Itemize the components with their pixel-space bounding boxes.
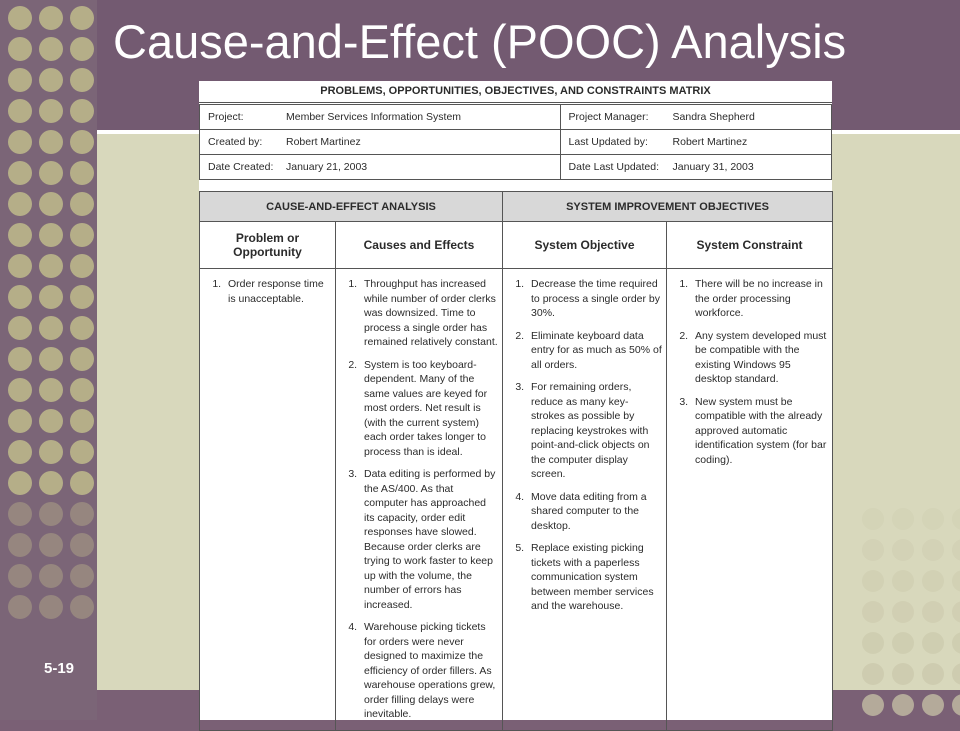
date-updated-value: January 31, 2003	[672, 161, 754, 173]
decorative-dots	[0, 0, 97, 720]
decorative-dot	[8, 316, 32, 340]
decorative-dot	[8, 99, 32, 123]
decorative-dot	[862, 601, 884, 623]
decorative-dot	[952, 539, 960, 561]
constraint-item: 2. Any system developed must be compatible with the existing Windows 95 desktop standard.	[691, 329, 828, 387]
decorative-dot	[892, 508, 914, 530]
decorative-dot	[8, 130, 32, 154]
created-by-cell	[200, 130, 561, 155]
decorative-dot	[70, 316, 94, 340]
constraint-item: 1. There will be no increase in the order processing workforce.	[691, 277, 828, 321]
decorative-dot	[70, 192, 94, 216]
decorative-dot	[39, 595, 63, 619]
manager-value: Sandra Shepherd	[672, 111, 755, 123]
objectives-list	[509, 277, 662, 614]
decorative-dot	[39, 285, 63, 309]
manager-label: Project Manager:	[568, 111, 649, 123]
problem-item: 1. Order response time is unacceptable.	[224, 277, 331, 306]
objective-item: 4. Move data editing from a shared computer to the desktop.	[527, 490, 662, 534]
objectives-section-header: SYSTEM IMPROVEMENT OBJECTIVES	[503, 192, 833, 222]
decorative-dot	[892, 570, 914, 592]
decorative-dot	[39, 130, 63, 154]
decorative-dot	[70, 471, 94, 495]
decorative-dot	[39, 223, 63, 247]
updated-by-cell	[560, 130, 831, 155]
decorative-dot	[862, 539, 884, 561]
decorative-dot	[8, 223, 32, 247]
decorative-dot	[39, 564, 63, 588]
problem-list	[206, 277, 331, 306]
cause-item: 4. Warehouse picking tickets for orders were never designed to maximize the efficiency of order fillers. As warehouse operations grew, order filling delays were inevitable.	[360, 620, 498, 722]
constraint-item: 3. New system must be compatible with the already approved automatic identification system (for bar coding).	[691, 395, 828, 468]
project-cell	[200, 105, 561, 130]
decorative-dot	[39, 409, 63, 433]
decorative-dot	[39, 440, 63, 464]
decorative-dot	[8, 254, 32, 278]
created-by-value: Robert Martinez	[286, 136, 361, 148]
cause-item: 3. Data editing is performed by the AS/400. As that computer has approached its capacity, order edit responses have slowed. Because order clerks are trying to work faster to keep up with the volume, the number of errors has increased.	[360, 467, 498, 612]
decorative-dot	[8, 285, 32, 309]
decorative-dot	[892, 632, 914, 654]
decorative-dot	[70, 254, 94, 278]
decorative-dot	[892, 539, 914, 561]
decorative-dot	[862, 632, 884, 654]
decorative-dot	[39, 161, 63, 185]
constraints-list	[673, 277, 828, 467]
decorative-dot	[70, 533, 94, 557]
decorative-dot	[39, 502, 63, 526]
decorative-dot	[922, 694, 944, 716]
causes-column-header: Causes and Effects	[336, 222, 503, 269]
decorative-dot	[39, 192, 63, 216]
objective-item: 3. For remaining orders, reduce as many key-strokes as possible by replacing keystrokes with point-and-click objects on the computer display screen.	[527, 380, 662, 482]
project-value: Member Services Information System	[286, 111, 462, 123]
slide-number: 5-19	[44, 660, 75, 677]
decorative-dot	[39, 99, 63, 123]
objective-item: 5. Replace existing picking tickets with a paperless communication system between member services and the warehouse.	[527, 541, 662, 614]
decorative-dot	[952, 508, 960, 530]
decorative-dot	[922, 508, 944, 530]
decorative-dot	[70, 440, 94, 464]
updated-by-value: Robert Martinez	[672, 136, 748, 148]
decorative-dot	[70, 130, 94, 154]
decorative-dot	[8, 564, 32, 588]
decorative-dot	[8, 533, 32, 557]
problems-cell	[200, 269, 336, 731]
decorative-dot	[8, 440, 32, 464]
decorative-dot	[8, 68, 32, 92]
problem-column-header: Problem or Opportunity	[200, 222, 336, 269]
decorative-dot	[8, 595, 32, 619]
project-info-table	[199, 104, 832, 180]
decorative-dot	[8, 347, 32, 371]
decorative-dot	[8, 502, 32, 526]
decorative-dot	[8, 192, 32, 216]
date-created-label: Date Created:	[208, 161, 274, 173]
decorative-dot	[862, 663, 884, 685]
decorative-dot	[8, 161, 32, 185]
project-label: Project:	[208, 111, 244, 123]
decorative-dot	[892, 601, 914, 623]
causes-cell	[336, 269, 503, 731]
decorative-dot	[39, 471, 63, 495]
constraints-cell	[667, 269, 833, 731]
decorative-dot	[8, 6, 32, 30]
slide-title: Cause-and-Effect (POOC) Analysis	[113, 15, 847, 68]
decorative-dot	[862, 694, 884, 716]
decorative-dot	[39, 533, 63, 557]
pooc-matrix-document	[199, 81, 832, 720]
decorative-dot	[952, 570, 960, 592]
decorative-dot	[952, 601, 960, 623]
decorative-dot	[8, 378, 32, 402]
decorative-dot	[39, 347, 63, 371]
cause-item: 2. System is too keyboard-dependent. Many of the same values are keyed for most orders. Net result is (with the current system) each order takes longer to process than is ideal.	[360, 358, 498, 460]
decorative-dot	[39, 254, 63, 278]
decorative-dot	[70, 409, 94, 433]
decorative-dot	[39, 6, 63, 30]
decorative-dot	[952, 663, 960, 685]
decorative-dots-right	[860, 500, 960, 720]
objective-column-header: System Objective	[503, 222, 667, 269]
decorative-dot	[70, 564, 94, 588]
decorative-dot	[70, 378, 94, 402]
created-by-label: Created by:	[208, 136, 263, 148]
objectives-cell	[503, 269, 667, 731]
decorative-dot	[39, 37, 63, 61]
decorative-dot	[922, 601, 944, 623]
decorative-dot	[922, 663, 944, 685]
decorative-dot	[70, 161, 94, 185]
decorative-dot	[70, 37, 94, 61]
analysis-table	[199, 191, 833, 731]
date-updated-cell	[560, 155, 831, 180]
decorative-dot	[922, 570, 944, 592]
decorative-dot	[70, 99, 94, 123]
decorative-dot	[862, 508, 884, 530]
decorative-dot	[952, 632, 960, 654]
objective-item: 1. Decrease the time required to process a single order by 30%.	[527, 277, 662, 321]
decorative-dot	[70, 595, 94, 619]
decorative-dot	[8, 37, 32, 61]
updated-by-label: Last Updated by:	[568, 136, 648, 148]
date-created-cell	[200, 155, 561, 180]
decorative-dot	[70, 68, 94, 92]
decorative-dot	[39, 378, 63, 402]
cause-effect-section-header: CAUSE-AND-EFFECT ANALYSIS	[200, 192, 503, 222]
decorative-dot	[892, 663, 914, 685]
decorative-dot	[862, 570, 884, 592]
decorative-dot	[952, 694, 960, 716]
decorative-dot	[922, 539, 944, 561]
decorative-dot	[922, 632, 944, 654]
decorative-dot	[70, 502, 94, 526]
decorative-dot	[8, 471, 32, 495]
manager-cell	[560, 105, 831, 130]
decorative-dot	[39, 68, 63, 92]
date-created-value: January 21, 2003	[286, 161, 368, 173]
decorative-dot	[39, 316, 63, 340]
causes-list	[342, 277, 498, 722]
decorative-dot	[70, 347, 94, 371]
matrix-title: PROBLEMS, OPPORTUNITIES, OBJECTIVES, AND CONSTRAINTS MATRIX	[199, 81, 832, 103]
decorative-dot	[70, 223, 94, 247]
decorative-dot	[70, 285, 94, 309]
decorative-dot	[8, 409, 32, 433]
date-updated-label: Date Last Updated:	[568, 161, 660, 173]
objective-item: 2. Eliminate keyboard data entry for as much as 50% of all orders.	[527, 329, 662, 373]
decorative-dot	[892, 694, 914, 716]
decorative-dot	[70, 6, 94, 30]
cause-item: 1. Throughput has increased while number of order clerks was downsized. Time to process a single order has remained relatively constant.	[360, 277, 498, 350]
constraint-column-header: System Constraint	[667, 222, 833, 269]
